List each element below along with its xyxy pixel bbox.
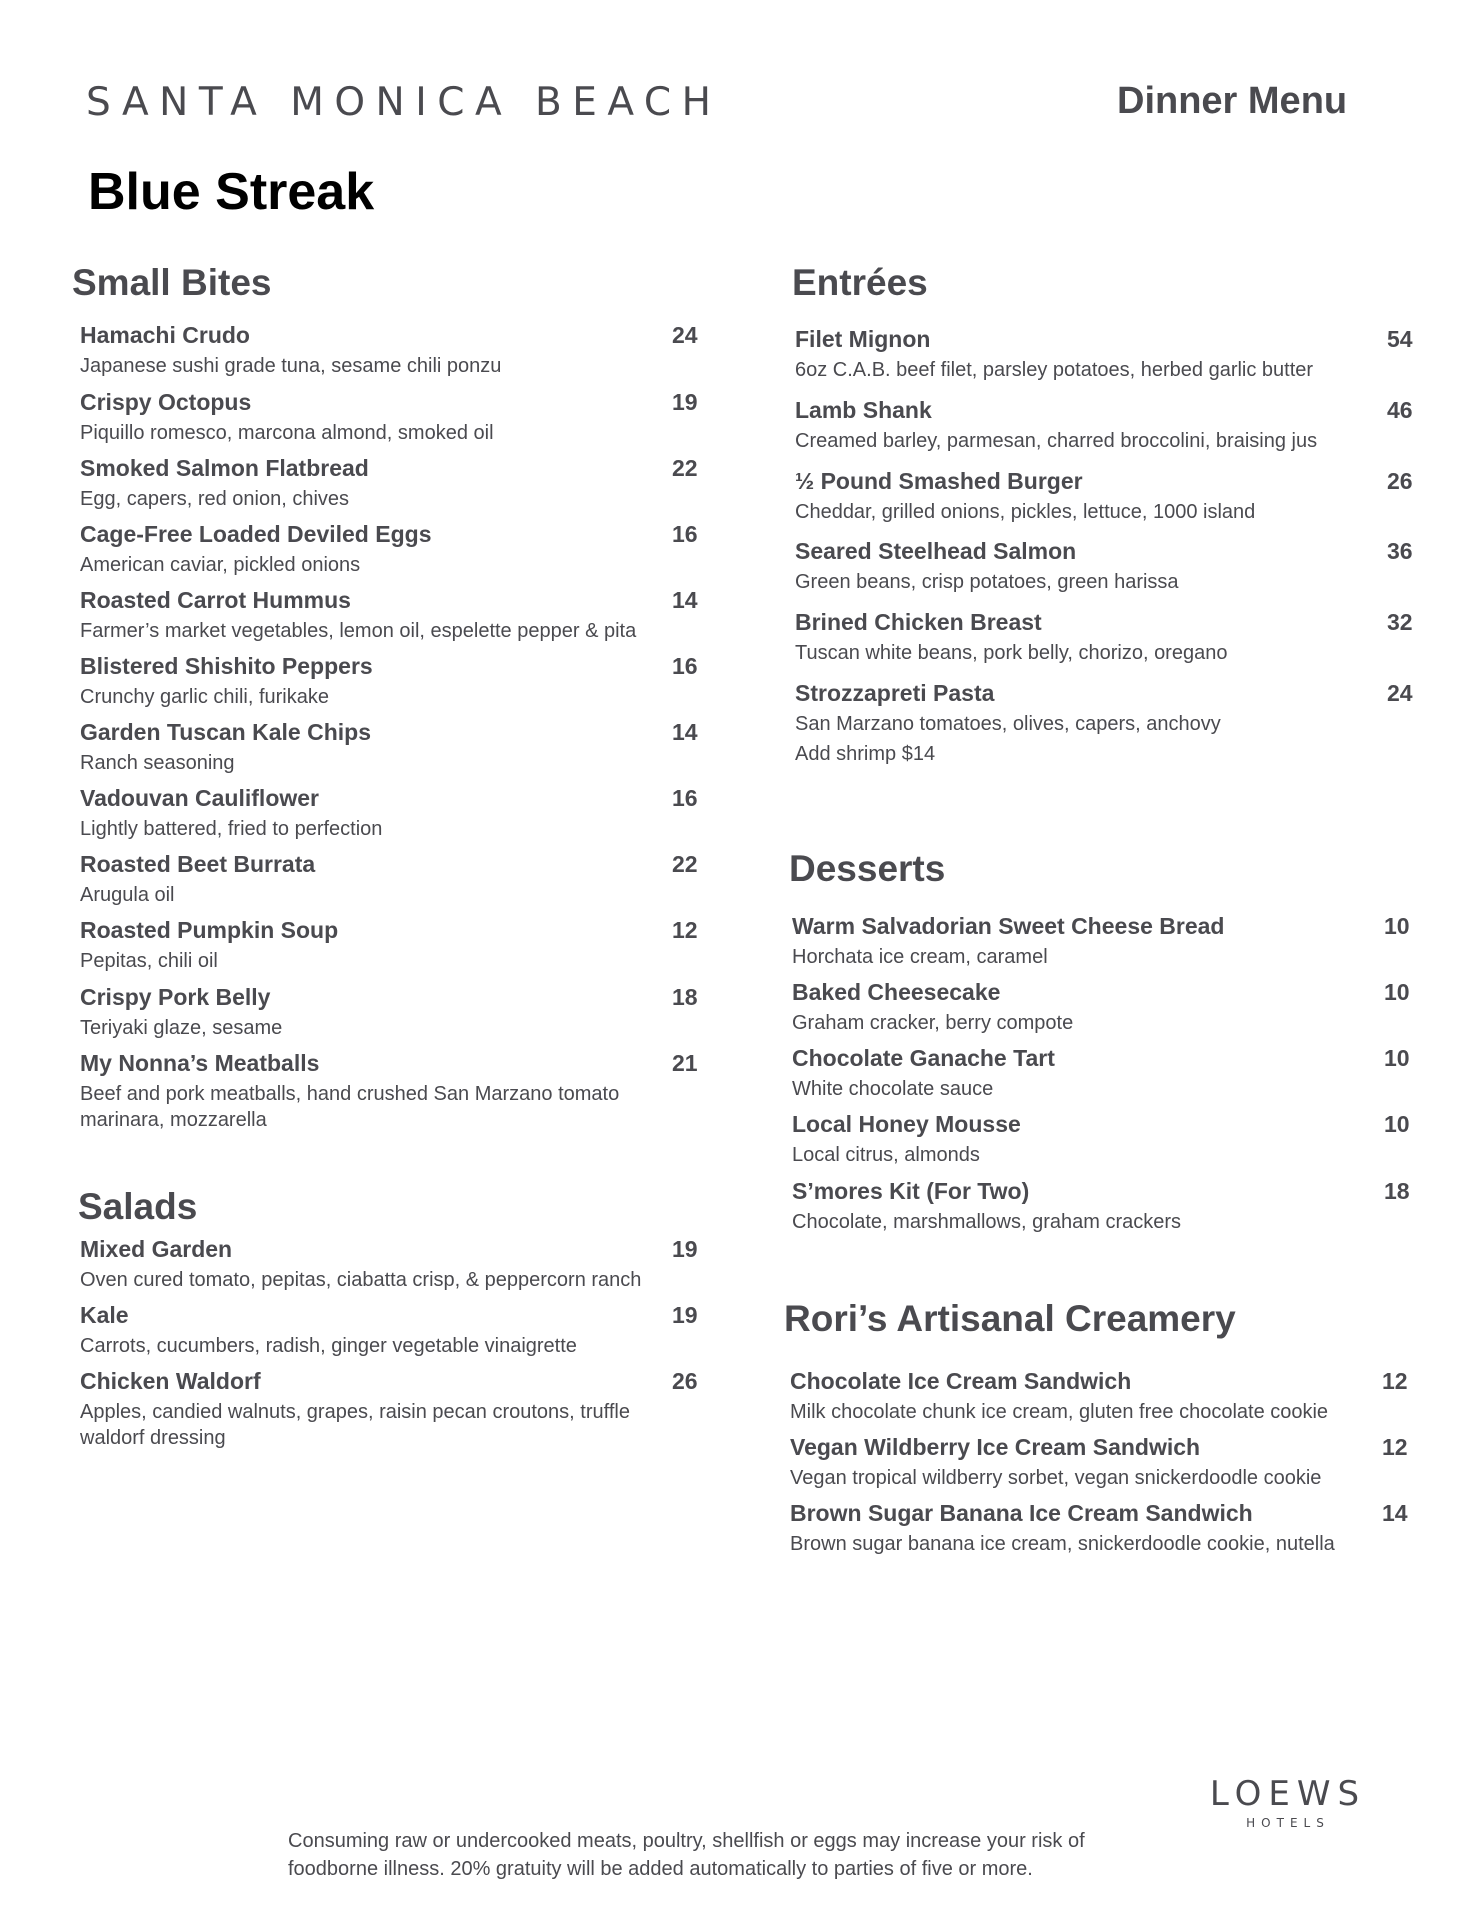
menu-item [795,468,1415,525]
menu-item-description: Egg, capers, red onion, chives [80,488,350,510]
menu-item-name: Brined Chicken Breast [795,609,1042,635]
menu-item-name: Chocolate Ice Cream Sandwich [790,1368,1132,1394]
menu-item-name: Crispy Octopus [80,389,252,415]
menu-item-name: Kale [80,1302,129,1328]
menu-item-price: 16 [672,785,698,811]
menu-item-price: 10 [1384,1111,1410,1137]
menu-item-name: Local Honey Mousse [792,1111,1021,1137]
menu-item-description: Piquillo romesco, marcona almond, smoked oil [80,422,494,444]
menu-item-price: 10 [1384,979,1410,1005]
menu-item [80,322,700,379]
menu-item-description: 6oz C.A.B. beef filet, parsley potatoes, herbed garlic butter [795,359,1314,381]
menu-item [80,389,700,446]
menu-item [790,1434,1410,1491]
menu-item [792,1111,1412,1168]
menu-item-description: Milk chocolate chunk ice cream, gluten free chocolate cookie [790,1401,1329,1423]
logo-subtitle: HOTELS [1246,1816,1330,1830]
menu-item-price: 19 [672,1302,698,1328]
menu-item-name: Chocolate Ganache Tart [792,1045,1055,1071]
menu-type-title: Dinner Menu [1117,80,1348,122]
menu-item-price: 26 [672,1368,698,1394]
menu-item-description: Cheddar, grilled onions, pickles, lettuce, 1000 island [795,501,1256,523]
menu-item [795,680,1415,767]
menu-item-price: 12 [1382,1368,1408,1394]
menu-item-price: 18 [1384,1178,1410,1204]
menu-item-name: S’mores Kit (For Two) [792,1178,1030,1204]
menu-item-price: 12 [1382,1434,1408,1460]
menu-item-name: Chicken Waldorf [80,1368,261,1394]
menu-item-price: 19 [672,389,698,415]
menu-item-price: 21 [672,1050,698,1076]
menu-item-price: 16 [672,653,698,679]
menu-item-price: 10 [1384,1045,1410,1071]
section-title-small-bites: Small Bites [72,262,272,303]
menu-item-price: 46 [1387,397,1413,423]
menu-item-name: Garden Tuscan Kale Chips [80,719,371,745]
menu-item-price: 36 [1387,538,1413,564]
menu-item-description: Horchata ice cream, caramel [792,946,1048,968]
menu-item-name: Strozzapreti Pasta [795,680,995,706]
menu-item-price: 14 [1382,1500,1408,1526]
menu-item-name: Crispy Pork Belly [80,984,271,1010]
section-title-creamery: Rori’s Artisanal Creamery [784,1298,1236,1339]
loews-hotels-logo [1178,1775,1398,1830]
menu-item-name: Warm Salvadorian Sweet Cheese Bread [792,913,1225,939]
menu-item-price: 22 [672,455,698,481]
menu-item [792,1045,1412,1102]
menu-item-name: Blistered Shishito Peppers [80,653,373,679]
section-title-desserts: Desserts [789,848,946,889]
menu-item [795,397,1415,454]
menu-item [80,521,700,578]
menu-item-price: 18 [672,984,698,1010]
menu-item-description: Crunchy garlic chili, furikake [80,686,329,708]
menu-item-description: Local citrus, almonds [792,1144,980,1166]
menu-item [80,1368,700,1451]
menu-item-name: Roasted Beet Burrata [80,851,316,877]
menu-item-price: 14 [672,719,698,745]
menu-item [80,851,700,908]
menu-item-price: 32 [1387,609,1413,635]
menu-item-description: Carrots, cucumbers, radish, ginger vegetable vinaigrette [80,1335,577,1357]
menu-item [795,326,1415,383]
menu-item-description: Brown sugar banana ice cream, snickerdoodle cookie, nutella [790,1533,1335,1555]
menu-item-price: 24 [1387,680,1413,706]
menu-item-name: Hamachi Crudo [80,322,250,348]
disclaimer-text: Consuming raw or undercooked meats, poultry, shellfish or eggs may increase your risk of foodborne illness. 20% gratuity will be added automatically to parties of five or more. [288,1830,1085,1880]
menu-item-note: Add shrimp $14 [795,743,936,765]
menu-item-price: 16 [672,521,698,547]
menu-item-description: Tuscan white beans, pork belly, chorizo, oregano [795,642,1228,664]
menu-item-price: 26 [1387,468,1413,494]
menu-item-price: 22 [672,851,698,877]
menu-item-name: Roasted Pumpkin Soup [80,917,339,943]
menu-item-description: Beef and pork meatballs, hand crushed San Marzano tomato marinara, mozzarella [80,1083,620,1131]
menu-item-name: Cage-Free Loaded Deviled Eggs [80,521,432,547]
menu-item-price: 54 [1387,326,1413,352]
menu-item-price: 24 [672,322,698,348]
menu-item [80,984,700,1041]
menu-item [792,1178,1412,1235]
menu-item-name: Brown Sugar Banana Ice Cream Sandwich [790,1500,1253,1526]
menu-item-description: White chocolate sauce [792,1078,994,1100]
menu-item [80,719,700,776]
menu-item [80,917,700,974]
menu-item-description: Lightly battered, fried to perfection [80,818,383,840]
menu-item-description: American caviar, pickled onions [80,554,361,576]
menu-item-name: ½ Pound Smashed Burger [795,468,1083,494]
restaurant-name: Blue Streak [88,163,375,221]
menu-item-name: Seared Steelhead Salmon [795,538,1077,564]
menu-item [80,455,700,512]
menu-item [80,653,700,710]
menu-item-description: San Marzano tomatoes, olives, capers, anchovy [795,713,1221,735]
menu-item-description: Farmer’s market vegetables, lemon oil, espelette pepper & pita [80,620,637,642]
logo-wordmark: LOEWS [1209,1774,1367,1814]
menu-item-name: Lamb Shank [795,397,932,423]
section-title-salads: Salads [78,1186,198,1227]
menu-item-name: Mixed Garden [80,1236,233,1262]
menu-item-name: Filet Mignon [795,326,931,352]
section-title-entrees: Entrées [792,262,928,303]
menu-item [80,1050,700,1133]
menu-item-name: Baked Cheesecake [792,979,1001,1005]
menu-item-description: Japanese sushi grade tuna, sesame chili ponzu [80,355,502,377]
menu-item-price: 19 [672,1236,698,1262]
menu-item [80,785,700,842]
menu-item-price: 14 [672,587,698,613]
menu-item [80,587,700,644]
menu-item-description: Oven cured tomato, pepitas, ciabatta crisp, & peppercorn ranch [80,1269,642,1291]
menu-item-description: Apples, candied walnuts, grapes, raisin pecan croutons, truffle waldorf dressing [80,1401,630,1449]
menu-item [80,1236,700,1293]
menu-item-description: Chocolate, marshmallows, graham crackers [792,1211,1182,1233]
menu-item-name: Vadouvan Cauliflower [80,785,319,811]
menu-item [795,609,1415,666]
menu-item-description: Creamed barley, parmesan, charred broccolini, braising jus [795,430,1318,452]
menu-item-name: My Nonna’s Meatballs [80,1050,320,1076]
menu-item [792,913,1412,970]
menu-item-name: Smoked Salmon Flatbread [80,455,369,481]
menu-item [80,1302,700,1359]
menu-item-description: Graham cracker, berry compote [792,1012,1074,1034]
menu-item [790,1368,1410,1425]
menu-item-description: Green beans, crisp potatoes, green harissa [795,571,1179,593]
menu-item [792,979,1412,1036]
menu-item [790,1500,1410,1557]
menu-item-price: 10 [1384,913,1410,939]
menu-item-name: Vegan Wildberry Ice Cream Sandwich [790,1434,1201,1460]
menu-item-description: Vegan tropical wildberry sorbet, vegan snickerdoodle cookie [790,1467,1322,1489]
menu-item-price: 12 [672,917,698,943]
menu-item [795,538,1415,595]
menu-item-description: Arugula oil [80,884,175,906]
menu-item-description: Pepitas, chili oil [80,950,218,972]
menu-item-name: Roasted Carrot Hummus [80,587,351,613]
menu-item-description: Ranch seasoning [80,752,235,774]
venue-name: SANTA MONICA BEACH [86,80,722,125]
menu-item-description: Teriyaki glaze, sesame [80,1017,283,1039]
